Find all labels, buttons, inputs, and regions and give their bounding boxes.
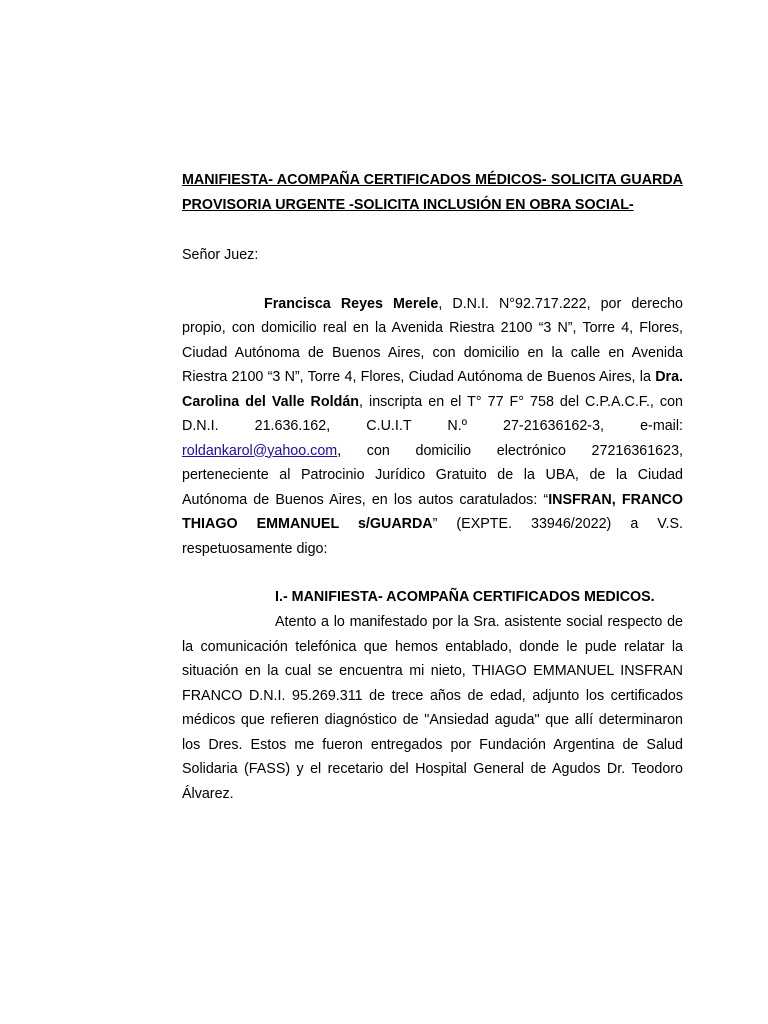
petitioner-name: Francisca Reyes Merele <box>264 295 439 312</box>
intro-paragraph <box>182 292 683 562</box>
email-link[interactable]: roldankarol@yahoo.com <box>182 442 338 459</box>
intro-text-1: , D.N.I. N°92.717.222, por derecho propio, con domicilio real en la Avenida Riestra 2100 “3 N”, Torre 4, Flores, Ciudad Autónoma de Buenos Aires, con domicilio en la calle en Avenida Riestra 2100 “3 N”, Torre 4, Flores, Ciudad Autónoma de Buenos Aires, la <box>182 295 683 385</box>
greeting: Señor Juez: <box>182 247 259 263</box>
case-title: INSFRAN, FRANCO THIAGO EMMANUEL s/GUARDA <box>182 491 684 532</box>
intro-text-3: , con domicilio electrónico 27216361623, perteneciente al Patrocinio Jurídico Gratuito de la UBA, de la Ciudad Autónoma de Buenos Aires, en los autos caratulados: “ <box>182 442 683 508</box>
intro-text-4: ” (EXPTE. 33946/2022) a V.S. respetuosamente digo: <box>182 516 683 557</box>
lawyer-name: Dra. Carolina del Valle Roldán <box>182 369 683 410</box>
intro-text-2: , inscripta en el T° 77 F° 758 del C.P.A.C.F., con D.N.I. 21.636.162, C.U.I.T N.º 27-21636162-3, e-mail: <box>182 393 683 434</box>
document-heading: MANIFIESTA- ACOMPAÑA CERTIFICADOS MÉDICOS- SOLICITA GUARDA PROVISORIA URGENTE -SOLICITA INCLUSIÓN EN OBRA SOCIAL- <box>182 172 683 213</box>
document-page <box>182 168 683 806</box>
section-1-body: Atento a lo manifestado por la Sra. asistente social respecto de la comunicación telefónica que hemos entablado, donde le pude relatar la situación en la cual se encuentra mi nieto, THIAGO EMMANUEL INSFRAN FRANCO D.N.I. 95.269.311 de trece años de edad, adjunto los certificados médicos que refieren diagnóstico de "Ansiedad aguda" que allí determinaron los Dres. Estos me fueron entregados por Fundación Argentina de Salud Solidaria (FASS) y el recetario del Hospital General de Agudos Dr. Teodoro Álvarez. <box>182 614 683 802</box>
section-1-heading: I.- MANIFIESTA- ACOMPAÑA CERTIFICADOS MEDICOS. <box>275 589 655 605</box>
